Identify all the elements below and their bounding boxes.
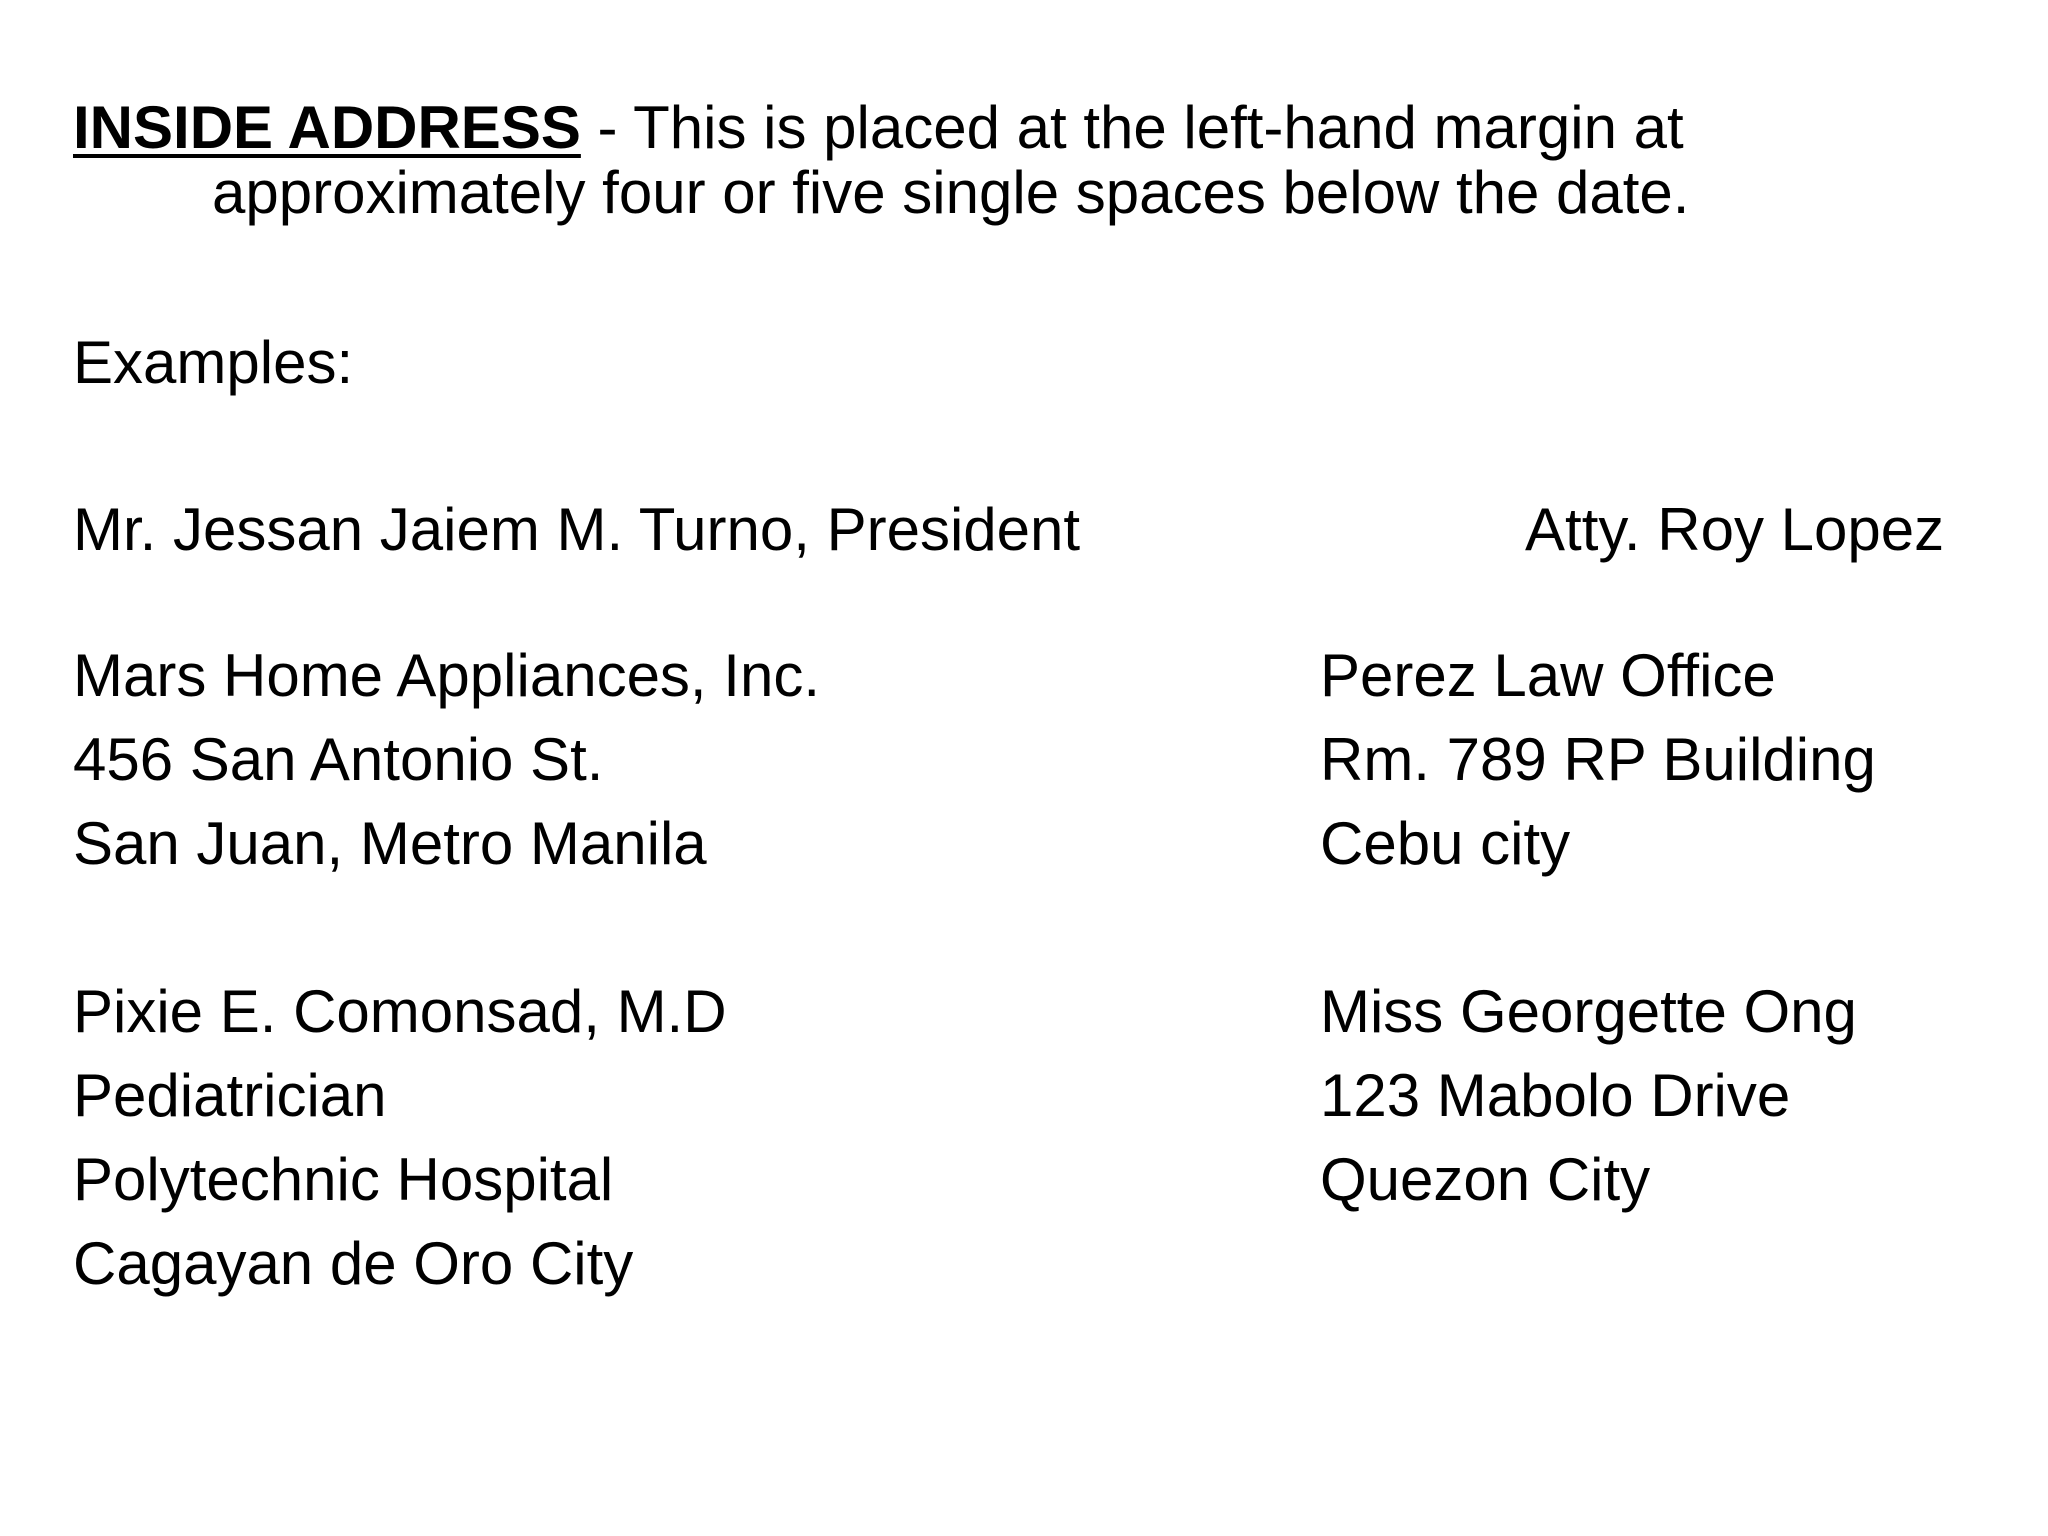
example-name-left: Mr. Jessan Jaiem M. Turno, President [73,496,1081,563]
examples-label: Examples: [73,329,354,396]
address-line: Mars Home Appliances, Inc. [73,642,820,709]
example-name-right: Atty. Roy Lopez [1525,496,1945,563]
heading-continuation: approximately four or five single spaces below the date. [212,159,1690,226]
address-line: Perez Law Office [1320,642,1776,709]
address-line: Pixie E. Comonsad, M.D [73,978,727,1045]
address-line: Quezon City [1320,1146,1651,1213]
address-line: Polytechnic Hospital [73,1146,614,1213]
address-line: Cagayan de Oro City [73,1230,634,1297]
heading-description: - This is placed at the left-hand margin at [580,94,1684,161]
address-block-right-1 [1320,634,1876,886]
address-line: 456 San Antonio St. [73,726,604,793]
address-line: Cebu city [1320,810,1571,877]
address-block-left-2 [73,970,727,1306]
address-line: Rm. 789 RP Building [1320,726,1876,793]
address-block-left-1 [73,634,820,886]
address-line: Miss Georgette Ong [1320,978,1857,1045]
address-block-right-2 [1320,970,1857,1222]
heading-term: INSIDE ADDRESS [73,94,581,161]
address-line: 123 Mabolo Drive [1320,1062,1791,1129]
address-line: San Juan, Metro Manila [73,810,707,877]
address-line: Pediatrician [73,1062,387,1129]
heading-line [73,94,1684,161]
